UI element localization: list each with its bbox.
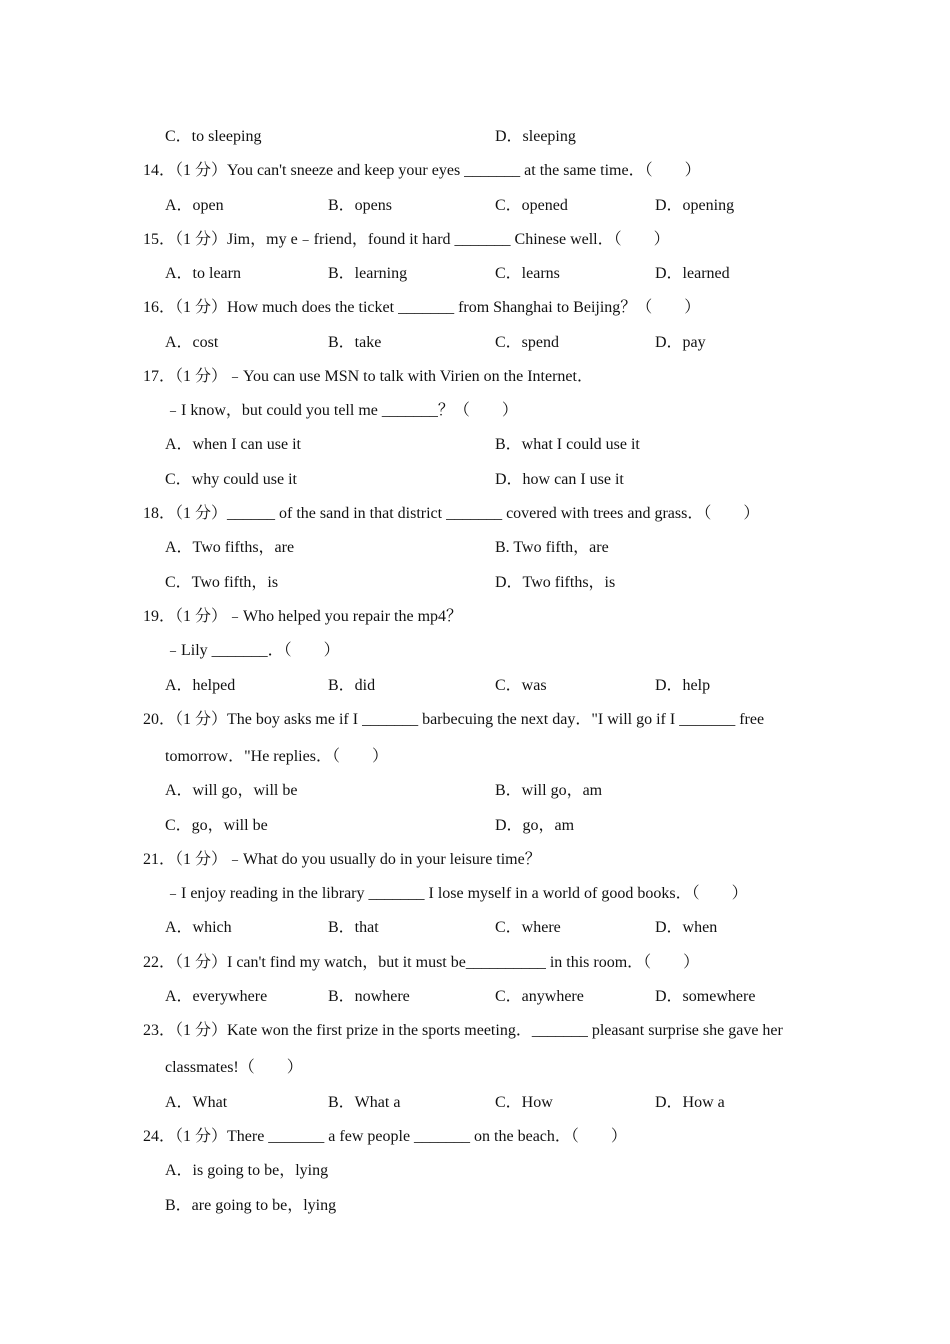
- q19-stem-reply: ﹣Lily _______．（ ）: [165, 642, 340, 659]
- q14-option-a: A．open: [165, 197, 224, 214]
- q23-option-b: B．What a: [328, 1094, 401, 1111]
- q16-stem: 16．（1 分）How much does the ticket _______ from Shanghai to Beijing？（ ）: [143, 299, 701, 316]
- q23-option-c: C．How: [495, 1094, 553, 1111]
- q22-option-c: C．anywhere: [495, 988, 584, 1005]
- q15-option-b: B．learning: [328, 265, 408, 282]
- q23-option-d: D．How a: [655, 1094, 725, 1111]
- q23-option-a: A．What: [165, 1094, 228, 1111]
- q18-option-d: D．Two fifths，is: [495, 574, 616, 591]
- q14-option-c: C．opened: [495, 197, 568, 214]
- q23-stem-continued: classmates!（ ）: [165, 1059, 303, 1076]
- q22-option-d: D．somewhere: [655, 988, 756, 1005]
- q15-option-a: A．to learn: [165, 265, 241, 282]
- q20-option-d: D．go，am: [495, 817, 575, 834]
- q16-option-c: C．spend: [495, 334, 560, 351]
- q24-option-a: A．is going to be，lying: [165, 1162, 329, 1179]
- q18-option-b: B. Two fifth，are: [495, 539, 609, 556]
- q16-option-d: D．pay: [655, 334, 706, 351]
- q21-option-a: A．which: [165, 919, 232, 936]
- q21-option-b: B．that: [328, 919, 379, 936]
- q13-option-c: C．to sleeping: [165, 128, 262, 145]
- q18-option-a: A．Two fifths，are: [165, 539, 295, 556]
- q16-option-a: A．cost: [165, 334, 219, 351]
- q20-option-b: B．will go，am: [495, 782, 603, 799]
- q20-stem: 20．（1 分）The boy asks me if I _______ barbecuing the next day．"I will go if I _______ free: [143, 711, 765, 728]
- q20-stem-continued: tomorrow．"He replies．（ ）: [165, 748, 388, 765]
- q14-option-b: B．opens: [328, 197, 393, 214]
- q21-stem: 21．（1 分）﹣What do you usually do in your leisure time？: [143, 851, 541, 868]
- q21-stem-reply: ﹣I enjoy reading in the library _______ I lose myself in a world of good books．（ ）: [165, 885, 748, 902]
- q15-option-c: C．learns: [495, 265, 560, 282]
- q22-option-b: B．nowhere: [328, 988, 410, 1005]
- q17-stem-reply: ﹣I know，but could you tell me _______？（ ）: [165, 402, 518, 419]
- q22-option-a: A．everywhere: [165, 988, 268, 1005]
- q15-stem: 15．（1 分）Jim，my e﹣friend，found it hard _______ Chinese well．（ ）: [143, 231, 670, 248]
- q19-option-a: A．helped: [165, 677, 236, 694]
- q17-option-d: D．how can I use it: [495, 471, 624, 488]
- q24-stem: 24．（1 分）There _______ a few people _______ on the beach．（ ）: [143, 1128, 627, 1145]
- q13-option-d: D．sleeping: [495, 128, 576, 145]
- q21-option-d: D．when: [655, 919, 718, 936]
- q24-option-b: B．are going to be，lying: [165, 1197, 337, 1214]
- q17-option-a: A．when I can use it: [165, 436, 301, 453]
- q17-option-c: C．why could use it: [165, 471, 297, 488]
- q19-option-c: C．was: [495, 677, 547, 694]
- q19-option-d: D．help: [655, 677, 711, 694]
- q21-option-c: C．where: [495, 919, 561, 936]
- q18-option-c: C．Two fifth，is: [165, 574, 279, 591]
- q16-option-b: B．take: [328, 334, 382, 351]
- q22-stem: 22．（1 分）I can't find my watch，but it must be__________ in this room．（ ）: [143, 954, 700, 971]
- q19-stem: 19．（1 分）﹣Who helped you repair the mp4？: [143, 608, 463, 625]
- q18-stem: 18．（1 分）______ of the sand in that district _______ covered with trees and grass．（ ）: [143, 505, 760, 522]
- q20-option-c: C．go，will be: [165, 817, 268, 834]
- q17-stem: 17．（1 分）﹣You can use MSN to talk with Virien on the Internet．: [143, 368, 593, 385]
- q20-option-a: A．will go，will be: [165, 782, 298, 799]
- q17-option-b: B．what I could use it: [495, 436, 640, 453]
- q23-stem: 23．（1 分）Kate won the first prize in the sports meeting．_______ pleasant surprise she gave her: [143, 1022, 783, 1039]
- q14-option-d: D．opening: [655, 197, 735, 214]
- q14-stem: 14．（1 分）You can't sneeze and keep your eyes _______ at the same time．（ ）: [143, 162, 701, 179]
- q15-option-d: D．learned: [655, 265, 730, 282]
- q19-option-b: B．did: [328, 677, 376, 694]
